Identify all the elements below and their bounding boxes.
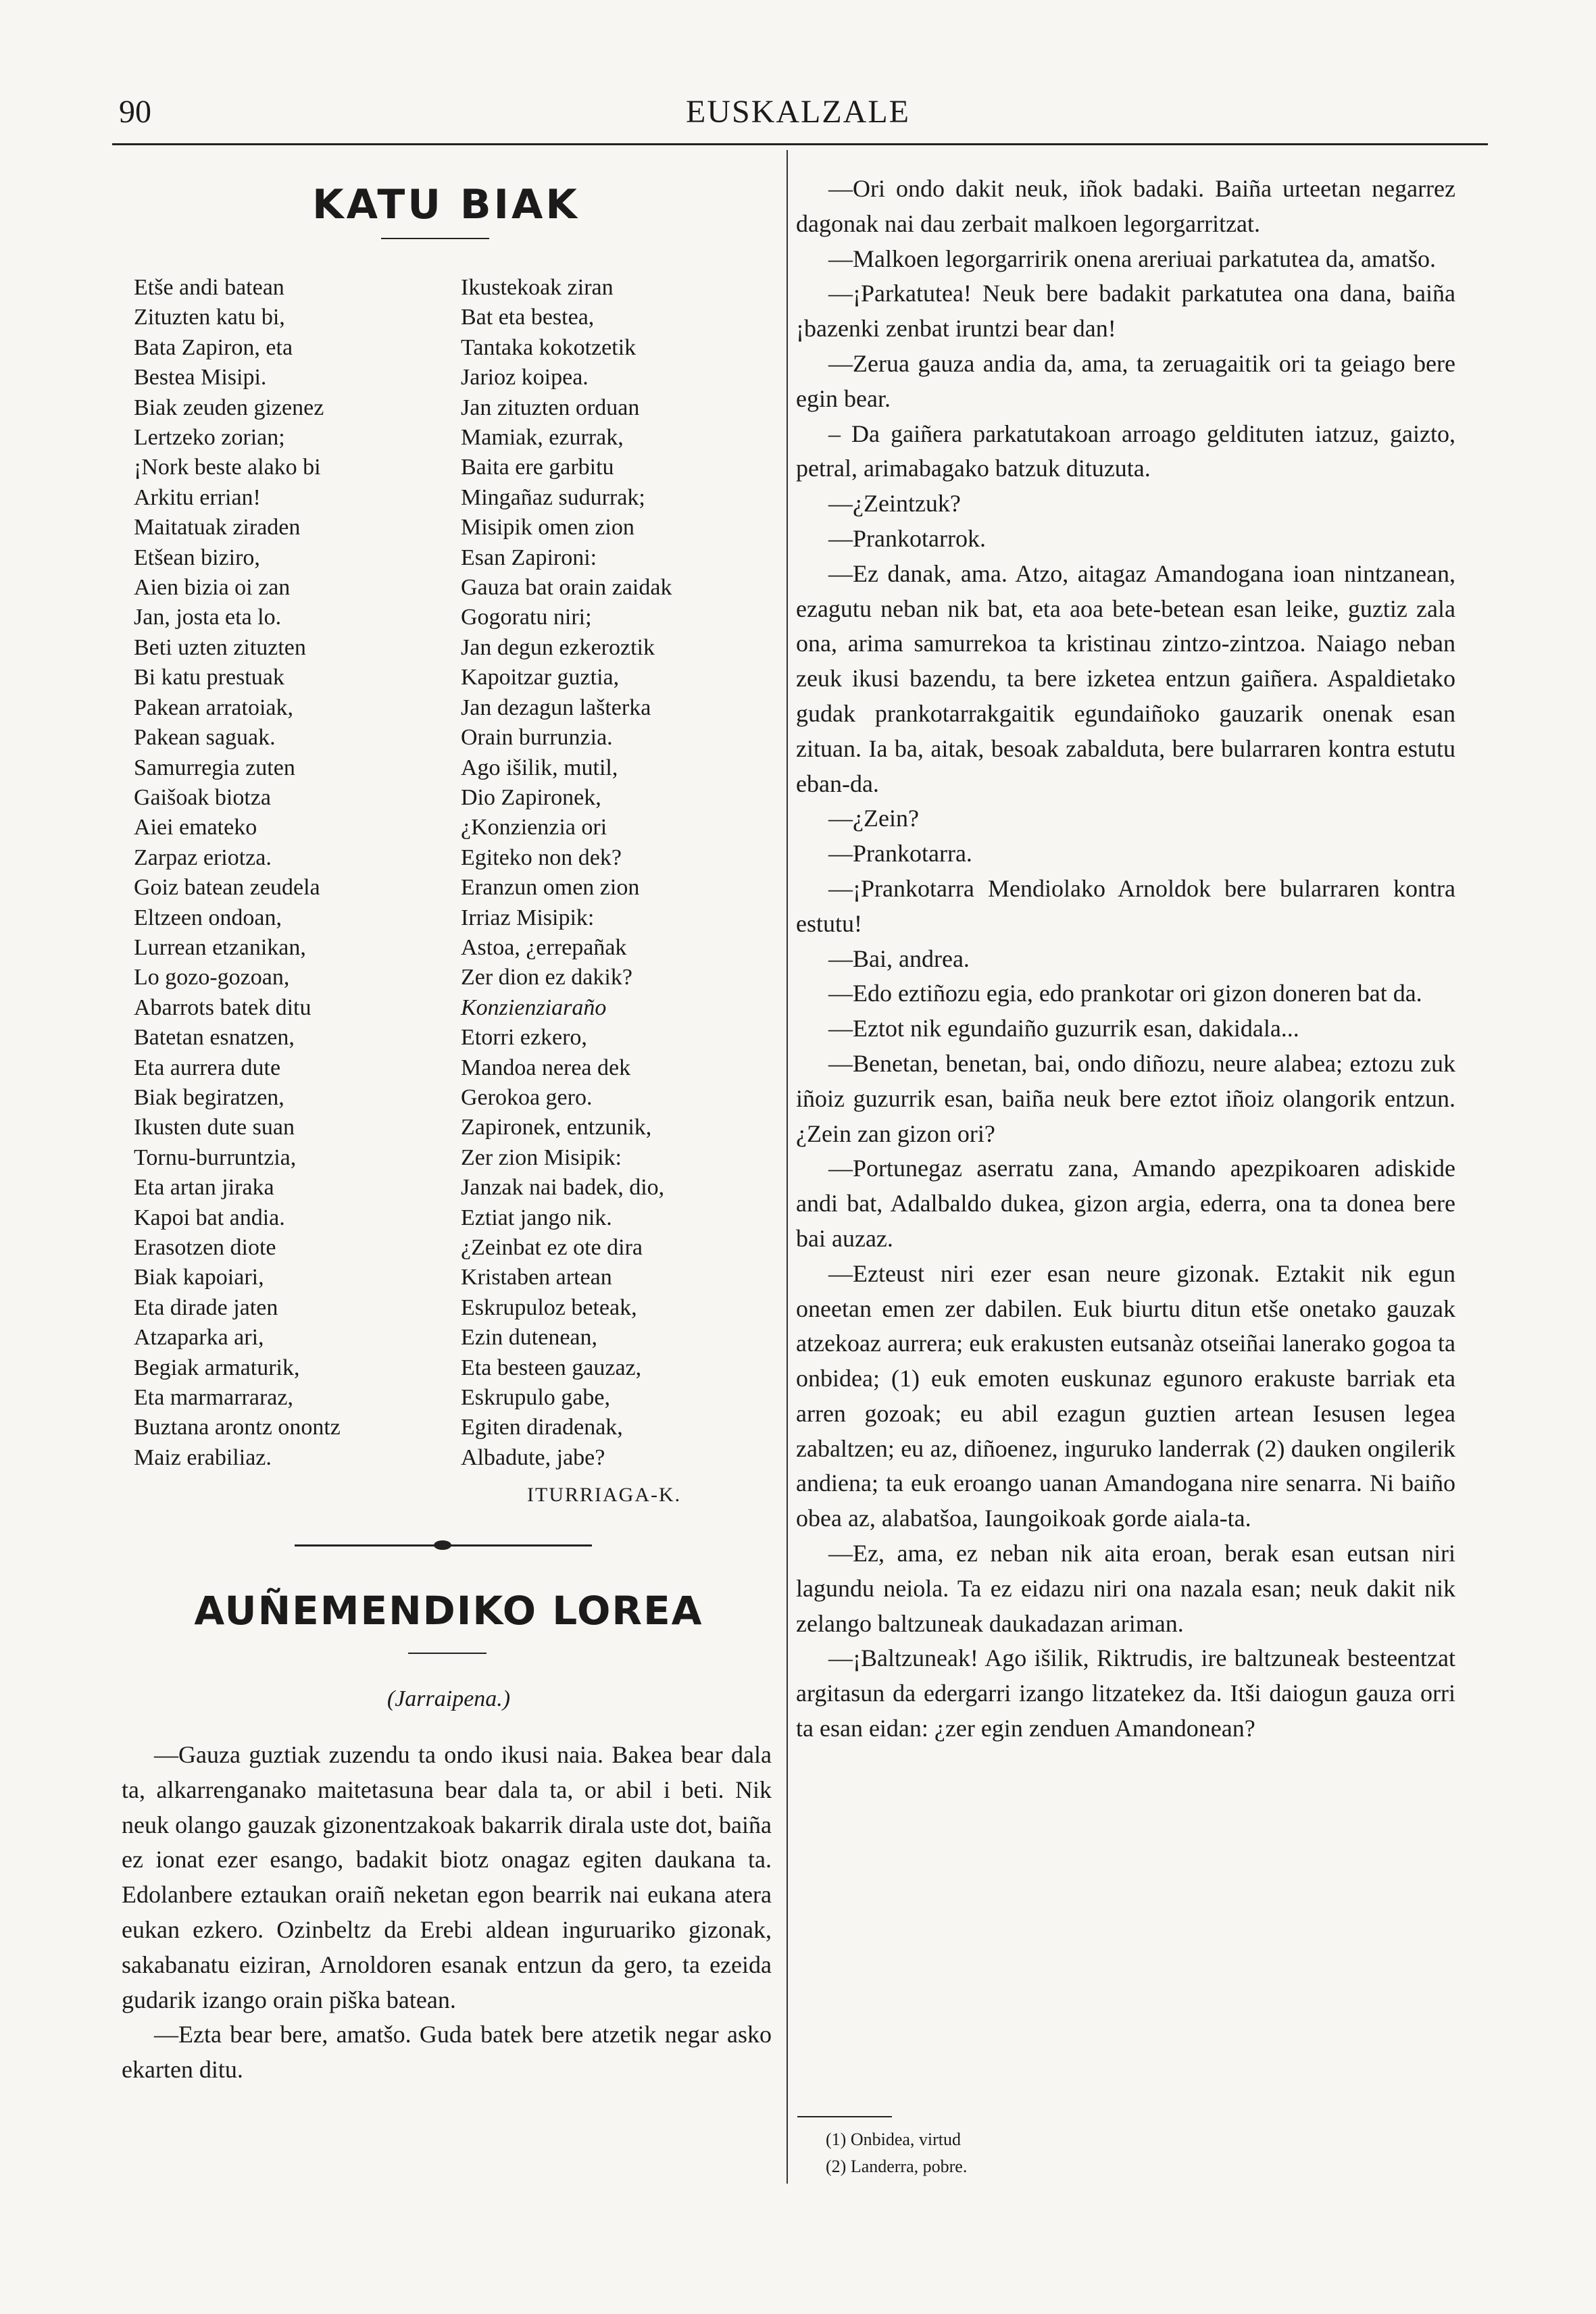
poem-line: Eranzun omen zion <box>461 875 640 901</box>
poem-line: Egiten diradenak, <box>461 1415 623 1440</box>
story-paragraph: —Malkoen legorgarririk onena areriuai parkatutea da, amatšo. <box>828 245 1436 272</box>
poem-line: Eta artan jiraka <box>134 1175 274 1201</box>
poem-line: Arkitu errian! <box>134 484 261 510</box>
section-ornament <box>295 1539 592 1553</box>
poem-line: Beti uzten zituzten <box>134 634 306 660</box>
poem-line: Eltzeen ondoan, <box>134 905 282 930</box>
poem-line: Baita ere garbitu <box>461 455 614 480</box>
poem-title: KATU BIAK <box>312 181 580 228</box>
story-paragraph: —¡Prankotarra Mendiolako Arnoldok bere bularraren kontra estutu! <box>796 874 1455 937</box>
story-title-rule <box>408 1653 487 1654</box>
page-number: 90 <box>119 94 151 130</box>
poem-line: Zarpaz eriotza. <box>134 845 272 870</box>
poem-title-rule <box>381 238 489 239</box>
poem-line: Eta marmarraraz, <box>134 1385 293 1411</box>
poem-line: Tantaka kokotzetik <box>461 334 637 360</box>
poem-line: Jan degun ezkeroztik <box>461 634 655 660</box>
poem-line: Maiz erabiliaz. <box>134 1444 272 1470</box>
poem-line: Misipik omen zion <box>461 515 634 540</box>
poem-line: Zapironek, entzunik, <box>461 1115 652 1140</box>
poem-line: Eztiat jango nik. <box>461 1205 612 1230</box>
poem-line: Eskrupuloz beteak, <box>461 1294 637 1320</box>
poem-line: Mamiak, ezurrak, <box>461 425 624 451</box>
poem-line: Aien bizia oi zan <box>134 575 291 601</box>
poem-line: Dio Zapironek, <box>461 784 601 810</box>
journal-title: EUSKALZALE <box>686 94 910 130</box>
story-paragraph: —Ezta bear bere, amatšo. Guda batek bere atzetik negar asko ekarten ditu. <box>122 2021 772 2084</box>
poem-line: Esan Zapironi: <box>461 545 597 570</box>
story-paragraph: —Portunegaz aserratu zana, Amando apezpikoaren adiskide andi bat, Adalbaldo dukea, gizon argia, ederra, ona ta donea bere bai auzaz. <box>796 1155 1455 1252</box>
poem-line: Kristaben artean <box>461 1265 612 1290</box>
story-subtitle: (Jarraipena.) <box>386 1686 511 1711</box>
poem-line: Irriaz Misipik: <box>461 905 595 930</box>
poem-line: Gerokoa gero. <box>461 1084 593 1110</box>
story-paragraph: —Edo eztiñozu egia, edo prankotar ori gizon doneren bat da. <box>828 980 1422 1007</box>
poem-line: Begiak armaturik, <box>134 1355 300 1380</box>
poem-line: Ezin dutenean, <box>461 1325 598 1351</box>
story-paragraph: —Bai, andrea. <box>828 945 970 972</box>
poem-line: Eta dirade jaten <box>134 1294 278 1320</box>
footnote-rule <box>797 2116 892 2117</box>
story-paragraph: —Benetan, benetan, bai, ondo diñozu, neure alabea; eztozu zuk iñoiz guzurrik esan, baiña neuk bere eztot iñoiz olangorik entzun. ¿Zein zan gizon ori? <box>796 1049 1455 1147</box>
poem-line: Gaišoak biotza <box>134 784 271 810</box>
poem-line: Kapoitzar guztia, <box>461 665 620 690</box>
poem-line: Pakean saguak. <box>134 725 276 751</box>
poem-line: Lurrean etzanikan, <box>134 934 306 960</box>
poem-line: Eta besteen gauzaz, <box>461 1355 642 1380</box>
poem-line: Bata Zapiron, eta <box>134 334 293 360</box>
poem-line: Mingañaz sudurrak; <box>461 484 645 510</box>
poem-line: Lertzeko zorian; <box>134 425 285 451</box>
story-paragraph: —¿Zeintzuk? <box>828 490 961 518</box>
poem-line: Zer dion ez dakik? <box>461 965 632 990</box>
poem-line: Eskrupulo gabe, <box>461 1385 610 1411</box>
story-paragraph: —Gauza guztiak zuzendu ta ondo ikusi naia. Bakea bear dala ta, alkarrenganako maitetasuna bear dala ta, or abil i beti. Nik neuk olango gauzak gizonentzakoak bakarrik dirala uste dot, baiña ez ionat ezer esango, badakit biotz onagaz egiten daukana ta. Edolanbere eztaukan oraiñ neketan egon bearrik nai eukana atera eukan ezkero. Ozinbeltz da Erebi aldean inguruariko gizonak, sakabanatu eiziran, Arnoldoren esanak entzun da gero, ta ezeida gudarik izango orain piška batean. <box>122 1741 772 2013</box>
poem-line: ¡Nork beste alako bi <box>134 455 321 480</box>
poem-line: Buztana arontz onontz <box>134 1415 341 1440</box>
poem-line: Tornu-burruntzia, <box>134 1145 297 1170</box>
footnote: (2) Landerra, pobre. <box>826 2157 968 2176</box>
poem-line: Gauza bat orain zaidak <box>461 575 672 601</box>
story-paragraph: —Zerua gauza andia da, ama, ta zeruagaitik ori ta geiago bere egin bear. <box>796 349 1455 412</box>
poem-line: Biak begiratzen, <box>134 1084 284 1110</box>
poem-line: Zituzten katu bi, <box>134 305 285 330</box>
poem-line: Zer zion Misipik: <box>461 1145 622 1170</box>
poem-column-1 <box>134 273 341 1473</box>
poem-line: Biak kapoiari, <box>134 1265 264 1290</box>
poem-line: ¿Zeinbat ez ote dira <box>461 1235 643 1260</box>
poem-line: Bat eta bestea, <box>461 305 595 330</box>
poem-line: Biak zeuden gizenez <box>134 395 324 420</box>
footnote: (1) Onbidea, virtud <box>826 2130 962 2149</box>
poem-line: Egiteko non dek? <box>461 845 622 870</box>
poem-line: Atzaparka ari, <box>134 1325 264 1351</box>
poem-line: Albadute, jabe? <box>461 1444 605 1470</box>
poem-line: Orain burrunzia. <box>461 725 613 751</box>
poem-line: Gogoratu niri; <box>461 605 592 630</box>
poem-line: Eta aurrera dute <box>134 1055 281 1080</box>
story-paragraph: – Da gaiñera parkatutakoan arroago geldituten iatzuz, gaizto, petral, arimabagako batzuk dituzuta. <box>796 420 1455 482</box>
poem-line: Lo gozo-gozoan, <box>134 965 290 990</box>
story-title: AUÑEMENDIKO LOREA <box>194 1588 703 1634</box>
story-paragraph: —Prankotarrok. <box>828 524 986 552</box>
poem-line: Bestea Misipi. <box>134 365 267 391</box>
poem-line: Jan dezagun lašterka <box>461 695 651 720</box>
poem-line: Etše andi batean <box>134 275 284 300</box>
poem-line: Batetan esnatzen, <box>134 1025 295 1051</box>
poem-column-2 <box>461 273 672 1473</box>
poem-line: Etšean biziro, <box>134 545 260 570</box>
poem-line: Etorri ezkero, <box>461 1025 587 1051</box>
poem-line: Pakean arratoiak, <box>134 695 293 720</box>
story-paragraph: —Eztot nik egundaiño guzurrik esan, dakidala... <box>828 1015 1299 1042</box>
poem-line: Samurregia zuten <box>134 755 295 780</box>
column-divider <box>787 150 788 2184</box>
poem-line: Bi katu prestuak <box>134 665 284 690</box>
poem-line: Erasotzen diote <box>134 1235 276 1260</box>
story-right-column <box>796 172 1455 1746</box>
poem-signature: ITURRIAGA-K. <box>527 1484 682 1506</box>
story-paragraph: —Ez, ama, ez neban nik aita eroan, berak esan eutsan niri lagundu neiola. Ta ez eidazu niri ona nazala esan; neuk dakit nik zelango baltzuneak daukadazan ariman. <box>796 1540 1455 1637</box>
story-paragraph: —Ez danak, ama. Atzo, aitagaz Amandogana ioan nintzanean, ezagutu neban nik bat, eta aoa bete-betean esan leike, guztiz zala ona, arima samurrekoa ta kristinau zintzo-zintzoa. Naiago neban zeuk ikusi bazendu, ta bere izketea entzun gaiñera. Aspaldietako gudak prankotarrakgaitik egundaiñoko gauzarik onenak esan zituan. Ia ba, aitak, besoak zabalduta, bere bularraren kontra estutu eban-da. <box>796 559 1455 797</box>
poem-line: Jarioz koipea. <box>461 365 589 391</box>
poem-line: Aiei emateko <box>134 815 257 840</box>
poem-line: Ikustekoak ziran <box>461 275 614 300</box>
poem-line: Maitatuak ziraden <box>134 515 301 540</box>
poem-line: Ikusten dute suan <box>134 1115 295 1140</box>
poem-line: Janzak nai badek, dio, <box>461 1175 665 1201</box>
story-paragraph: —¿Zein? <box>828 805 919 832</box>
poem-line: Astoa, ¿errepañak <box>461 934 627 960</box>
poem-line: Ago išilik, mutil, <box>461 755 618 780</box>
poem-line: Mandoa nerea dek <box>461 1055 631 1080</box>
poem-line: Jan zituzten orduan <box>461 395 640 420</box>
poem-line: Konzienziaraño <box>461 995 607 1020</box>
poem-line: Goiz batean zeudela <box>134 875 320 901</box>
poem-line: Jan, josta eta lo. <box>134 605 282 630</box>
story-paragraph: —¡Baltzuneak! Ago išilik, Riktrudis, ire baltzuneak besteentzat argitasun da edergarri izango litzatekez da. Itši daiogun gauza orri ta esan eidan: ¿zer egin zenduen Amandonean? <box>796 1644 1455 1742</box>
poem-line: Kapoi bat andia. <box>134 1205 285 1230</box>
poem-line: ¿Konzienzia ori <box>461 815 607 840</box>
poem-line: Abarrots batek ditu <box>134 995 311 1020</box>
story-left-column <box>122 1738 772 2088</box>
header-rule <box>112 143 1488 145</box>
story-paragraph: —Ori ondo dakit neuk, iñok badaki. Baiña urteetan negarrez dagonak nai dau zerbait malkoen legorgarritzat. <box>796 175 1455 237</box>
story-paragraph: —¡Parkatutea! Neuk bere badakit parkatutea ona dana, baiña ¡bazenki zenbat iruntzi bear dan! <box>796 280 1455 343</box>
story-paragraph: —Prankotarra. <box>828 840 972 867</box>
story-paragraph: —Ezteust niri ezer esan neure gizonak. Eztakit nik egun oneetan emen zer dabilen. Euk biurtu ditun etše onetako gauzak atzekoaz aurrera; euk erakusten eutsanàz otseiñai lanerako gogoa ta onbidea; (1) euk emoten euskunaz egunoro erakuste barriak eta arren gozoak; eu abil ezagun guztien artean Iesusen legea zabaltzen; eu az, diñoenez, inguruko landerrak (2) dauken ongilerik andiena; ta euk eroango uanan Amandogana nire senarra. Ni baiño obea az, alabatšoa, Iaungoikoak gorde aiala-ta. <box>796 1259 1455 1532</box>
